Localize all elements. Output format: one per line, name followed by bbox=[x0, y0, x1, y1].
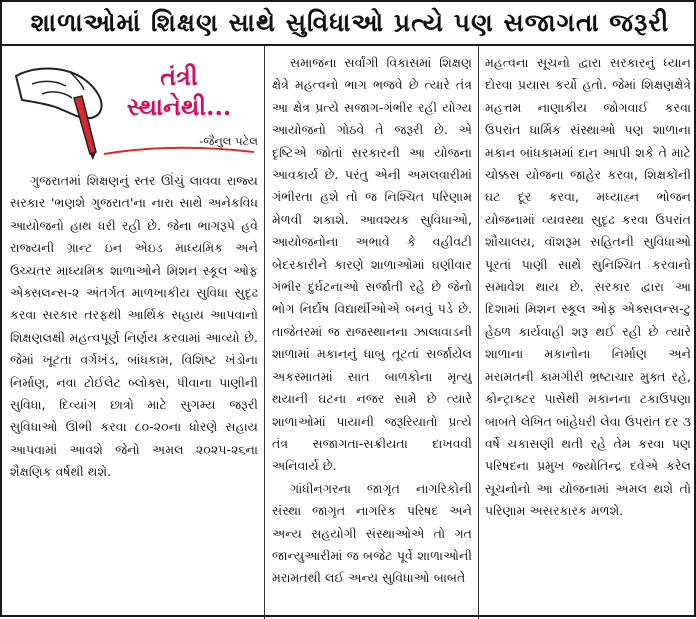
article-paragraph: સમાજના સર્વાંગી વિકાસમાં શિક્ષણ ક્ષેત્રે મહત્વનો ભાગ ભજવે છે ત્યારે તંત્ર આ ક્ષેત્ર પ્રત્યે સજાગ-ગંભીર રહી યોગ્ય આયોજનો ગોઠવે તે જરૂરી છે. એ દૃષ્ટિએ જોતાં સરકારની આ યોજના આવકાર્ય છે. પરંતુ એની અમલવારીમાં ગંભીરતા હશે તો જ નિશ્ચિત પરિણામ મેળવી શકાશે. આવશ્યક સુવિધાઓ, આયોજનોના અભાવે કે વહીવટી બેદરકારીને કારણે શાળાઓમાં ઘણીવાર ગંભીર દુર્ઘટનાઓ સર્જાતી રહે છે જેનો ભોગ નિર્દોષ વિદ્યાર્થીઓએ બનવું પડે છે. તાજેતરમાં જ રાજસ્થાનના ઝાલાવાડની શાળામાં મકાનનું ધાબુ તૂટતાં સર્જાયેલ અકસ્માતમાં સાત બાળકોના મૃત્યુ થયાની ઘટના નજર સામે છે ત્યારે શાળાઓમાં પાયાની જરૂરિયાતો પ્રત્યે તંત્ર સજાગતા-સક્રીયતા દાખવવી અનિવાર્ય છે. bbox=[272, 55, 472, 474]
column-divider-1 bbox=[264, 46, 265, 619]
editorial-masthead bbox=[12, 54, 257, 162]
article-column-right bbox=[485, 52, 691, 614]
article-column-middle bbox=[272, 52, 472, 614]
masthead-title bbox=[104, 62, 254, 122]
headline: શાળાઓમાં શિક્ષણ સાથે સુવિધાઓ પ્રત્યે પણ સજાગતા જરૂરી bbox=[2, 2, 696, 46]
article-column-left bbox=[10, 170, 258, 615]
author-byline: -જૈનુલ પટેલ bbox=[199, 134, 258, 148]
article-paragraph: ગાંધીનગરના જાગૃત નાગરિકોની સંસ્થા જાગૃત નાગરિક પરિષદ અને અન્ય સહયોગી સંસ્થાઓએ તો ગત જાન્યુઆરીમાં જ બજેટ પૂર્વે શાળાઓની મરામતથી લઈ અન્ય સુવિધાઓ બાબતે bbox=[272, 480, 472, 586]
article-paragraph: મહત્વના સૂચનો દ્વારા સરકારનું ધ્યાન દોરવા પ્રયાસ કર્યો હતો. જેમાં શિક્ષણક્ષેત્રે મહત્તમ નાણાકીય જોગવાઈ કરવા ઉપરાંત ધાર્મિક સંસ્થાઓ પણ શાળાના મકાન બાંધકામમાં દાન આપી શકે તે માટે ચોક્કસ યોજના જાહેર કરવા, શિક્ષકોની ઘટ દૂર કરવા, મધ્યાહ્ન ભોજન યોજનામાં વ્યવસ્થા સુદૃઢ કરવા ઉપરાંત શૌચાલય, વૉશરૂમ સહિતની સુવિધાઓ પૂરતાં પાણી સાથે સુનિશ્ચિત કરવાનો સમાવેશ થાય છે. સરકાર દ્વારા આ દિશામાં મિશન સ્કૂલ ઓફ એક્સલન્સ-ટુ હેઠળ કાર્યવાહી શરૂ થઈ રહી છે ત્યારે શાળાના મકાનોના નિર્માણ અને મરામતની કામગીરી ભ્રષ્ટાચાર મુક્ત રહે, કોન્ટ્રાક્ટર પાસેથી મકાનના ટકાઉપણા બાબતે લેખિત બાંહેધરી લેવા ઉપરાંત દર ૩ વર્ષે ચકાસણી થતી રહે તેમ કરવા પણ પરિષદના પ્રમુખ જ્યોતિન્દ્ર દવેએ કરેલ સૂચનોનો આ યોજનામાં અમલ થશે તો પરિણામ અસરકારક મળશે. bbox=[485, 55, 691, 519]
article-paragraph: ગુજરાતમાં શિક્ષણનું સ્તર ઊંચું લાવવા રાજ્ય સરકાર 'ભણશે ગુજરાત'ના નારા સાથે અનેકવિધ આયોજનો હાથ ધરી રહી છે. જેના ભાગરૂપે હવે રાજ્યની ગ્રાન્ટ ઇન એઇડ માધ્યમિક અને ઉચ્ચતર માધ્યમિક શાળાઓને મિશન સ્કૂલ ઓફ એક્સલન્સ-૨ અંતર્ગત માળખાકીય સુવિધા સુદૃઢ કરવા સરકાર તરફથી આર્થિક સહાય આપવાનો શિક્ષણલક્ષી મહત્વપૂર્ણ નિર્ણય કરવામાં આવ્યો છે. જેમાં ખૂટતા વર્ગખંડ, બાંધકામ, વિશિષ્ટ ખંડોના નિર્માણ, નવા ટોઈલેટ બ્લોક્સ, પીવાના પાણીની સુવિધા, દિવ્યાંગ છાત્રો માટે સુગમ્ય જરૂરી સુવિધાઓ ઊભી કરવા ૮૦-૨૦ના ધોરણે સહાય આપવામાં આવશે જેનો અમલ ૨૦૨૫-૨૬ના શૈક્ષણિક વર્ષથી થશે. bbox=[10, 173, 258, 480]
column-divider-2 bbox=[478, 46, 479, 619]
masthead-title-line-2: સ્થાનેથી... bbox=[126, 92, 232, 121]
masthead-title-line-1: તંત્રી bbox=[160, 62, 198, 91]
